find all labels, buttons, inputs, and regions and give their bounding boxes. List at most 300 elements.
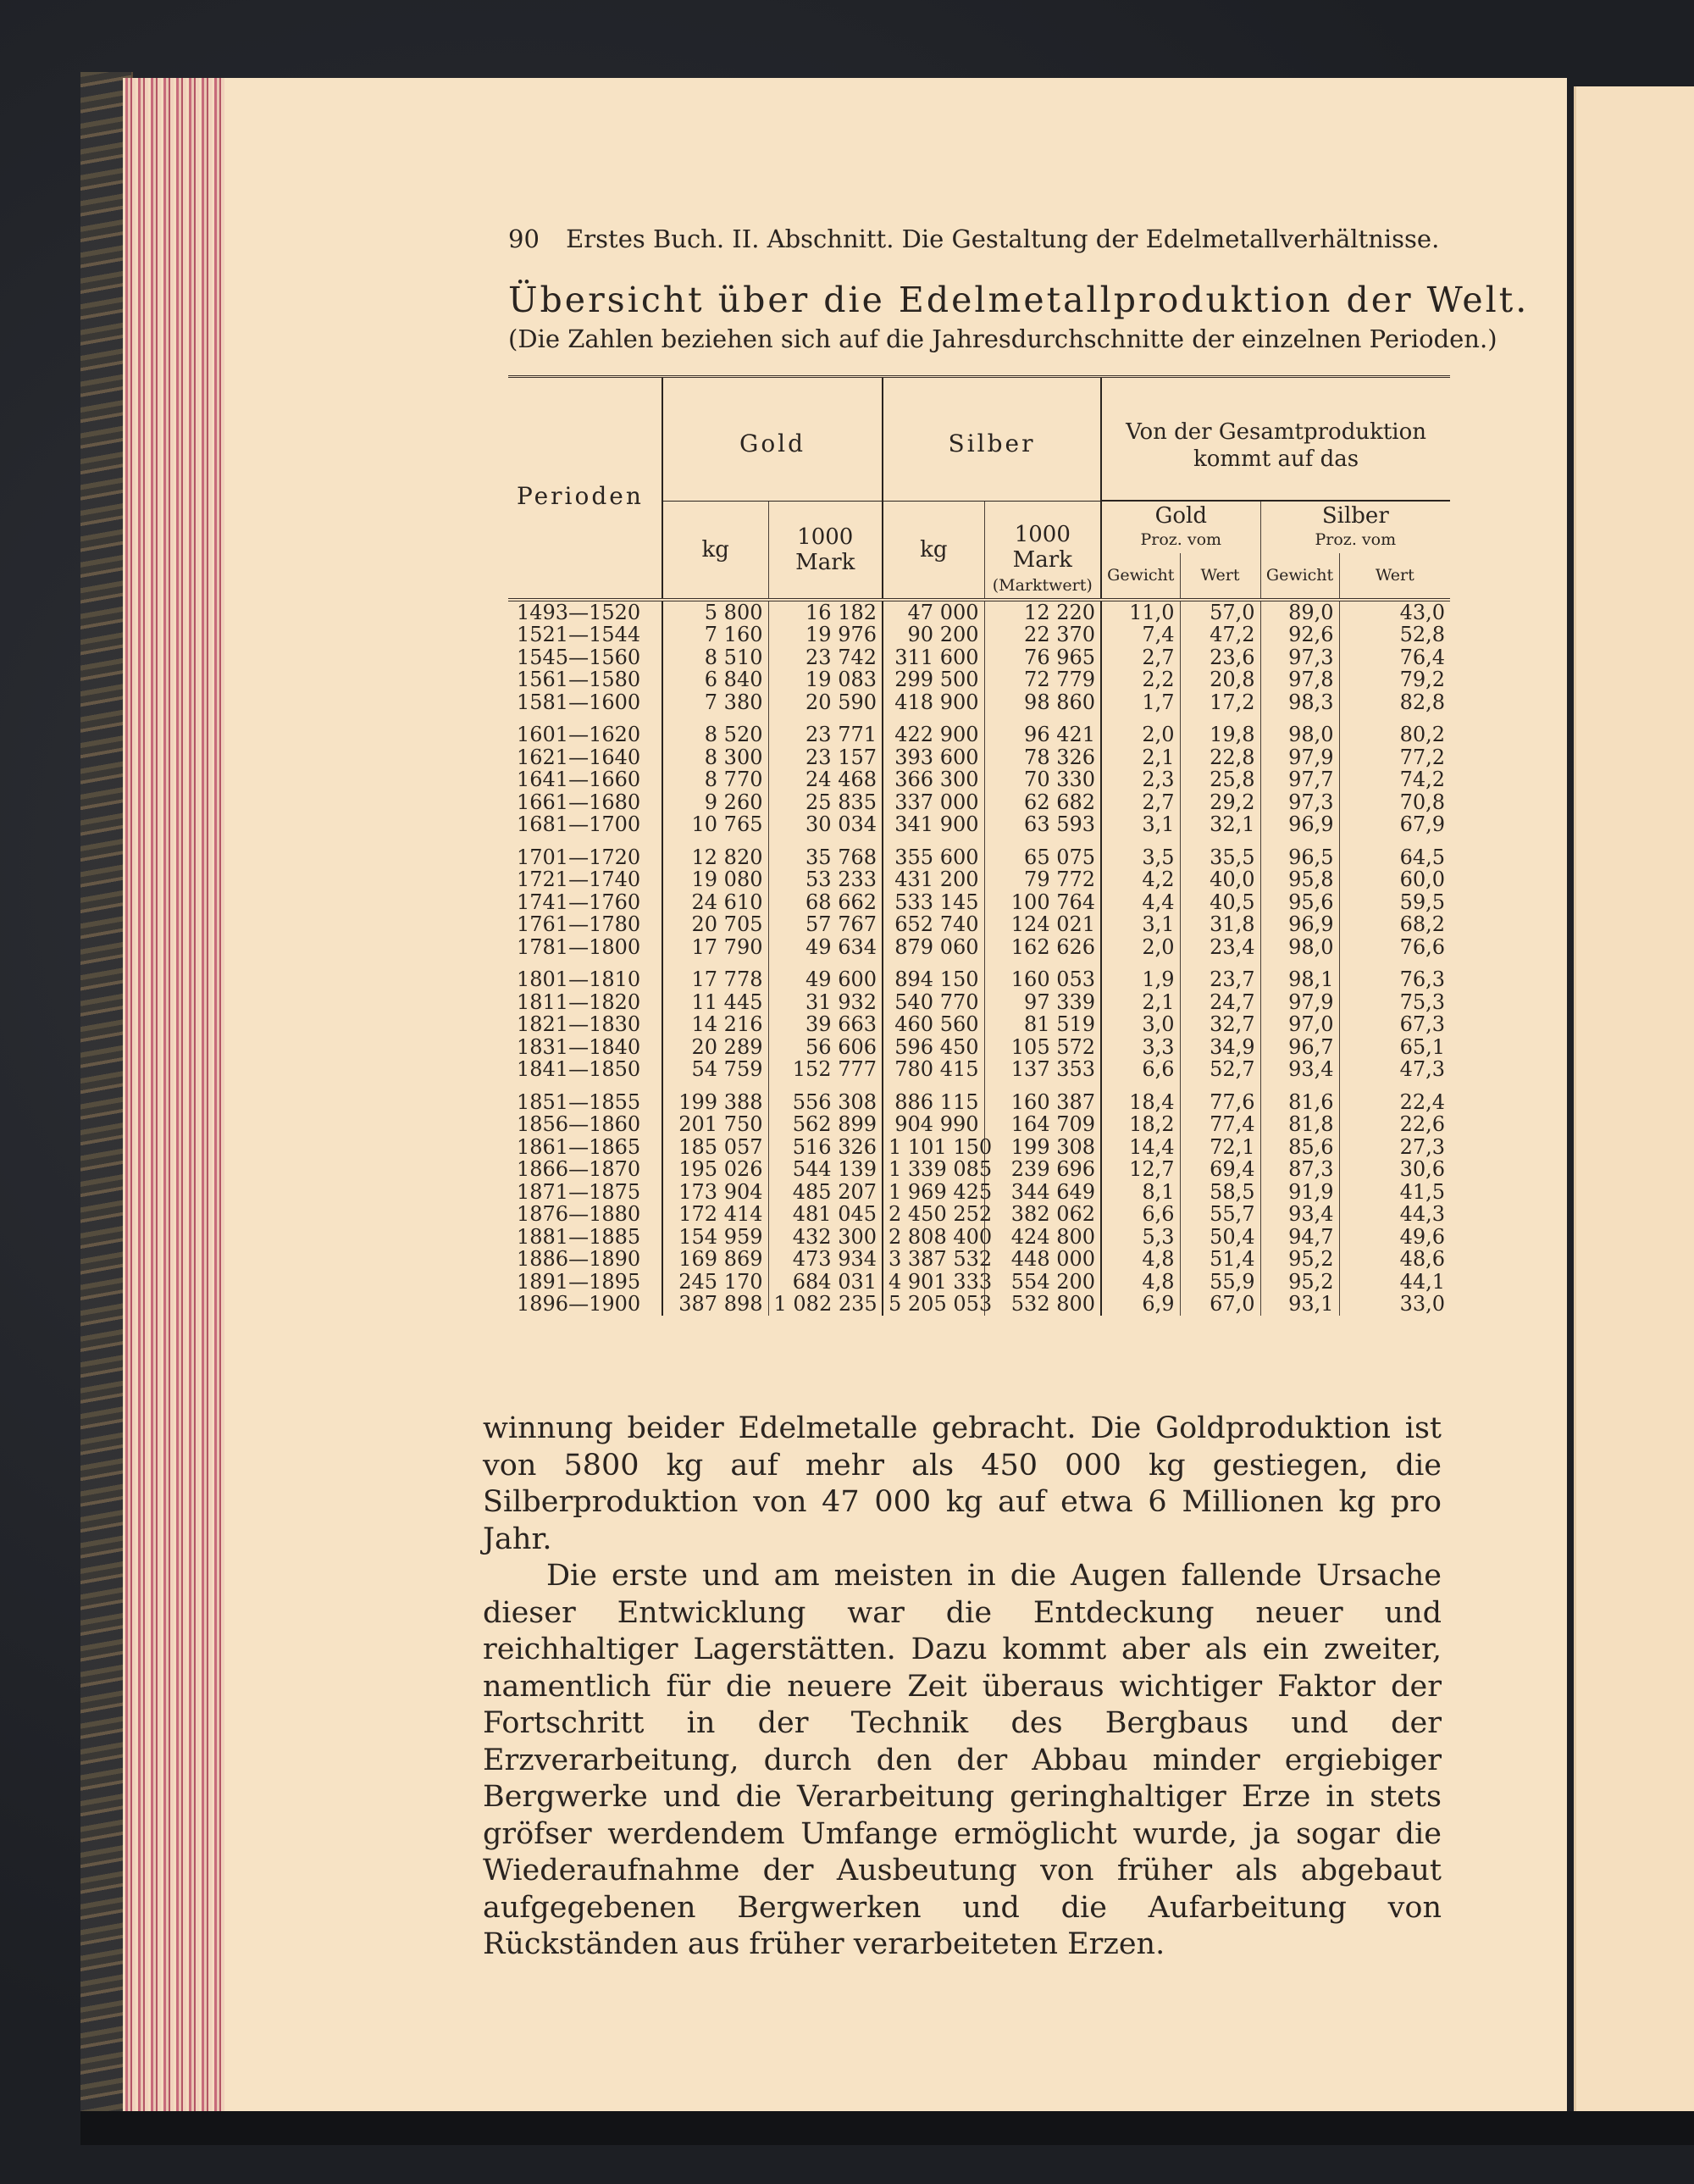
cell-silber-pct-gewicht: 97,3 [1260, 791, 1339, 814]
cell-silber-kg: 422 900 [883, 723, 984, 746]
cell-silber-kg: 894 150 [883, 968, 984, 991]
cell-silber-mark: 199 308 [984, 1136, 1101, 1159]
cell-gold-pct-gewicht: 3,5 [1101, 846, 1180, 869]
cell-gold-mark: 68 662 [768, 891, 883, 914]
header-gold-kg: kg [662, 501, 768, 600]
cell-gold-mark: 30 034 [768, 813, 883, 836]
cell-gold-pct-gewicht: 2,0 [1101, 723, 1180, 746]
cell-silber-pct-wert: 76,4 [1339, 646, 1450, 669]
cell-silber-pct-gewicht: 93,4 [1260, 1058, 1339, 1081]
cell-gold-kg: 8 520 [662, 723, 768, 746]
cell-gold-pct-gewicht: 8,1 [1101, 1181, 1180, 1204]
cell-silber-kg: 2 450 252 [883, 1203, 984, 1226]
cell-silber-pct-wert: 67,3 [1339, 1013, 1450, 1036]
body-text [483, 1411, 1442, 1964]
header-share-gold [1101, 501, 1260, 553]
cell-silber-mark: 344 649 [984, 1181, 1101, 1204]
cell-silber-pct-wert: 27,3 [1339, 1136, 1450, 1159]
table-row [508, 1036, 1450, 1059]
cell-period: 1781—1800 [517, 934, 641, 959]
cell-silber-mark: 239 696 [984, 1158, 1101, 1181]
cell-silber-pct-wert: 64,5 [1339, 846, 1450, 869]
cell-gold-pct-gewicht: 4,8 [1101, 1271, 1180, 1294]
cell-silber-mark: 76 965 [984, 646, 1101, 669]
cell-silber-kg: 341 900 [883, 813, 984, 836]
next-page-edge [1574, 86, 1694, 2111]
cell-period: 1601—1620 [517, 723, 641, 746]
header-silber-kg: kg [883, 501, 984, 600]
cell-gold-mark: 562 899 [768, 1113, 883, 1136]
cell-gold-pct-wert: 23,6 [1180, 646, 1260, 669]
cell-gold-pct-gewicht: 4,2 [1101, 868, 1180, 891]
header-silber-mark [984, 501, 1101, 600]
cell-gold-kg: 5 800 [662, 600, 768, 624]
cell-silber-mark: 78 326 [984, 746, 1101, 769]
cell-silber-kg: 533 145 [883, 891, 984, 914]
cell-gold-pct-gewicht: 18,2 [1101, 1113, 1180, 1136]
cell-silber-pct-gewicht: 96,9 [1260, 813, 1339, 836]
page-number: 90 [508, 224, 540, 253]
cell-silber-pct-wert: 22,4 [1339, 1091, 1450, 1114]
cell-silber-kg: 596 450 [883, 1036, 984, 1059]
cell-gold-kg: 9 260 [662, 791, 768, 814]
cell-silber-pct-wert: 44,1 [1339, 1271, 1450, 1294]
cell-gold-pct-wert: 22,8 [1180, 746, 1260, 769]
cell-silber-mark: 100 764 [984, 891, 1101, 914]
cell-period: 1876—1880 [517, 1202, 641, 1226]
cell-gold-pct-gewicht: 6,9 [1101, 1293, 1180, 1316]
cell-gold-kg: 8 510 [662, 646, 768, 669]
table-row [508, 1226, 1450, 1249]
cell-silber-pct-wert: 49,6 [1339, 1226, 1450, 1249]
cell-silber-pct-wert: 52,8 [1339, 624, 1450, 646]
cell-period: 1621—1640 [517, 745, 641, 769]
paragraph: winnung beider Edelmetalle gebracht. Die Goldproduktion ist von 5800 kg auf mehr als 450 000 kg gestiegen, die Silberproduktion von 47 000 kg auf etwa 6 Millionen kg pro Jahr. [483, 1411, 1442, 1556]
cell-period: 1545—1560 [517, 645, 641, 669]
cell-gold-mark: 24 468 [768, 768, 883, 791]
table-row [508, 891, 1450, 914]
table-row [508, 913, 1450, 936]
cell-period: 1741—1760 [517, 890, 641, 914]
cell-silber-pct-wert: 76,6 [1339, 936, 1450, 959]
table-row [508, 746, 1450, 769]
cell-silber-kg: 418 900 [883, 691, 984, 714]
cell-silber-pct-wert: 59,5 [1339, 891, 1450, 914]
cell-silber-pct-gewicht: 93,4 [1260, 1203, 1339, 1226]
cell-period: 1861—1865 [517, 1134, 641, 1159]
header-silber-wert: Wert [1339, 553, 1450, 599]
cell-silber-mark: 62 682 [984, 791, 1101, 814]
cell-silber-pct-gewicht: 81,6 [1260, 1091, 1339, 1114]
cell-gold-pct-gewicht: 4,4 [1101, 891, 1180, 914]
cell-gold-pct-wert: 34,9 [1180, 1036, 1260, 1059]
header-share-silber [1260, 501, 1450, 553]
cell-period: 1896—1900 [517, 1292, 641, 1316]
cell-period: 1871—1875 [517, 1179, 641, 1204]
cell-gold-pct-gewicht: 3,1 [1101, 813, 1180, 836]
header-marktwert: (Marktwert) [992, 575, 1093, 595]
cell-gold-pct-wert: 55,7 [1180, 1203, 1260, 1226]
cell-silber-pct-wert: 22,6 [1339, 1113, 1450, 1136]
cell-gold-mark: 556 308 [768, 1091, 883, 1114]
cell-silber-pct-gewicht: 96,9 [1260, 913, 1339, 936]
cell-gold-kg: 154 959 [662, 1226, 768, 1249]
cell-gold-mark: 23 771 [768, 723, 883, 746]
paragraph: Die erste und am meisten in die Augen fallende Ursache dieser Entwicklung war die Entdeckung neuer und reichhaltiger Lagerstätten. Dazu kommt aber als ein zweiter, namentlich für die neuere Zeit überaus wichtiger Faktor der Fortschritt in der Technik des Bergbaus und der Erzverarbeitung, durch den der Abbau minder ergiebiger Bergwerke und die Verarbeitung geringhaltiger Erze in stets gröfser werdendem Umfange ermöglicht wurde, ja sogar die Wiederaufnahme der Ausbeutung von früher als abgebaut aufgegebenen Bergwerken und die Aufarbeitung von Rückständen aus früher verarbeiteten Erzen. [483, 1559, 1442, 1961]
cell-period: 1881—1885 [517, 1224, 641, 1249]
cell-silber-mark: 532 800 [984, 1293, 1101, 1316]
cell-gold-kg: 173 904 [662, 1181, 768, 1204]
cell-silber-pct-gewicht: 91,9 [1260, 1181, 1339, 1204]
cell-gold-mark: 49 600 [768, 968, 883, 991]
cell-gold-pct-gewicht: 18,4 [1101, 1091, 1180, 1114]
cell-gold-mark: 25 835 [768, 791, 883, 814]
cell-silber-mark: 137 353 [984, 1058, 1101, 1081]
cell-gold-kg: 54 759 [662, 1058, 768, 1081]
cell-gold-kg: 19 080 [662, 868, 768, 891]
cell-silber-pct-gewicht: 97,7 [1260, 768, 1339, 791]
cell-silber-mark: 448 000 [984, 1248, 1101, 1271]
cell-gold-kg: 8 770 [662, 768, 768, 791]
cell-silber-pct-wert: 76,3 [1339, 968, 1450, 991]
cell-silber-mark: 70 330 [984, 768, 1101, 791]
cell-period: 1661—1680 [517, 790, 641, 814]
cell-gold-mark: 23 742 [768, 646, 883, 669]
cell-silber-pct-gewicht: 95,6 [1260, 891, 1339, 914]
cell-gold-kg: 185 057 [662, 1136, 768, 1159]
cell-gold-pct-gewicht: 2,3 [1101, 768, 1180, 791]
cell-silber-mark: 63 593 [984, 813, 1101, 836]
cell-silber-kg: 1 101 150 [883, 1136, 984, 1159]
cell-period: 1866—1870 [517, 1157, 641, 1181]
cell-gold-kg: 12 820 [662, 846, 768, 869]
cell-silber-pct-gewicht: 97,9 [1260, 746, 1339, 769]
cell-gold-mark: 56 606 [768, 1036, 883, 1059]
cell-gold-pct-wert: 77,6 [1180, 1091, 1260, 1114]
cell-silber-kg: 355 600 [883, 846, 984, 869]
cell-silber-mark: 160 053 [984, 968, 1101, 991]
cell-gold-pct-wert: 72,1 [1180, 1136, 1260, 1159]
cell-gold-pct-wert: 55,9 [1180, 1271, 1260, 1294]
cell-silber-mark: 65 075 [984, 846, 1101, 869]
cell-silber-pct-gewicht: 96,7 [1260, 1036, 1339, 1059]
running-title: Erstes Buch. II. Abschnitt. Die Gestaltung der Edelmetallverhältnisse. [566, 224, 1440, 253]
cell-gold-pct-wert: 40,5 [1180, 891, 1260, 914]
table-subtitle: (Die Zahlen beziehen sich auf die Jahresdurchschnitte der einzelnen Perioden.) [508, 324, 1497, 353]
cell-gold-mark: 20 590 [768, 691, 883, 714]
header-silber-gewicht: Gewicht [1260, 553, 1339, 599]
cell-gold-pct-gewicht: 2,0 [1101, 936, 1180, 959]
table-row [508, 1271, 1450, 1294]
cell-silber-mark: 96 421 [984, 723, 1101, 746]
cell-silber-pct-gewicht: 89,0 [1260, 600, 1339, 624]
header-periods: Perioden [517, 482, 644, 511]
cell-gold-kg: 24 610 [662, 891, 768, 914]
cell-gold-pct-wert: 32,1 [1180, 813, 1260, 836]
cell-gold-kg: 387 898 [662, 1293, 768, 1316]
cell-gold-kg: 6 840 [662, 668, 768, 691]
cell-silber-kg: 886 115 [883, 1091, 984, 1114]
cell-gold-kg: 17 778 [662, 968, 768, 991]
cell-gold-kg: 195 026 [662, 1158, 768, 1181]
cell-gold-mark: 19 083 [768, 668, 883, 691]
cell-silber-pct-wert: 43,0 [1339, 600, 1450, 624]
cell-silber-pct-gewicht: 95,2 [1260, 1271, 1339, 1294]
cell-gold-pct-wert: 25,8 [1180, 768, 1260, 791]
header-silber: Silber [883, 378, 1101, 501]
cell-period: 1851—1855 [517, 1089, 641, 1114]
cell-period: 1721—1740 [517, 868, 641, 891]
cell-gold-pct-gewicht: 4,8 [1101, 1248, 1180, 1271]
table-row [508, 868, 1450, 891]
cell-gold-kg: 11 445 [662, 991, 768, 1014]
cell-silber-kg: 393 600 [883, 746, 984, 769]
cell-gold-pct-wert: 77,4 [1180, 1113, 1260, 1136]
table-row [508, 1091, 1450, 1114]
cell-gold-pct-gewicht: 11,0 [1101, 600, 1180, 624]
cell-gold-pct-gewicht: 2,7 [1101, 646, 1180, 669]
cell-silber-kg: 780 415 [883, 1058, 984, 1081]
running-header [508, 224, 1450, 253]
cell-gold-kg: 14 216 [662, 1013, 768, 1036]
table-row [508, 1293, 1450, 1316]
cell-silber-pct-gewicht: 97,8 [1260, 668, 1339, 691]
cell-gold-mark: 1 082 235 [768, 1293, 883, 1316]
cell-silber-mark: 79 772 [984, 868, 1101, 891]
cell-silber-mark: 72 779 [984, 668, 1101, 691]
cell-silber-mark: 81 519 [984, 1013, 1101, 1036]
cell-period: 1811—1820 [517, 989, 641, 1014]
cell-silber-kg: 337 000 [883, 791, 984, 814]
table-row [508, 968, 1450, 991]
cell-silber-pct-wert: 60,0 [1339, 868, 1450, 891]
cell-gold-kg: 20 289 [662, 1036, 768, 1059]
cell-gold-mark: 31 932 [768, 991, 883, 1014]
cell-silber-kg: 652 740 [883, 913, 984, 936]
cell-gold-pct-wert: 67,0 [1180, 1293, 1260, 1316]
cell-silber-pct-gewicht: 97,0 [1260, 1013, 1339, 1036]
cell-gold-pct-gewicht: 2,2 [1101, 668, 1180, 691]
cell-gold-pct-gewicht: 12,7 [1101, 1158, 1180, 1181]
cell-silber-pct-gewicht: 95,2 [1260, 1248, 1339, 1271]
table-row [508, 691, 1450, 714]
cell-silber-mark: 124 021 [984, 913, 1101, 936]
cell-silber-mark: 382 062 [984, 1203, 1101, 1226]
cell-silber-mark: 22 370 [984, 624, 1101, 646]
cell-gold-mark: 16 182 [768, 600, 883, 624]
table-row [508, 1181, 1450, 1204]
cell-gold-pct-wert: 20,8 [1180, 668, 1260, 691]
cell-silber-mark: 554 200 [984, 1271, 1101, 1294]
cell-silber-pct-wert: 79,2 [1339, 668, 1450, 691]
cell-silber-mark: 164 709 [984, 1113, 1101, 1136]
header-silber-mark-label: 1000 Mark [1012, 521, 1072, 573]
cell-silber-pct-gewicht: 81,8 [1260, 1113, 1339, 1136]
cell-gold-kg: 10 765 [662, 813, 768, 836]
cover-bottom-edge [80, 2111, 1694, 2145]
cell-gold-kg: 199 388 [662, 1091, 768, 1114]
cell-gold-pct-gewicht: 6,6 [1101, 1058, 1180, 1081]
cell-period: 1841—1850 [517, 1057, 641, 1081]
cell-gold-mark: 485 207 [768, 1181, 883, 1204]
cell-silber-kg: 366 300 [883, 768, 984, 791]
cell-silber-pct-gewicht: 95,8 [1260, 868, 1339, 891]
red-page-edges [123, 78, 224, 2111]
header-gold-wert: Wert [1180, 553, 1260, 599]
cell-silber-mark: 424 800 [984, 1226, 1101, 1249]
cell-silber-kg: 2 808 400 [883, 1226, 984, 1249]
table-row [508, 768, 1450, 791]
cell-gold-pct-gewicht: 5,3 [1101, 1226, 1180, 1249]
cell-period: 1521—1544 [517, 623, 641, 646]
table-row [508, 1203, 1450, 1226]
table-row [508, 813, 1450, 836]
production-table [508, 375, 1450, 1316]
header-gold: Gold [662, 378, 883, 501]
cell-period: 1886—1890 [517, 1247, 641, 1271]
cell-silber-pct-wert: 33,0 [1339, 1293, 1450, 1316]
table-row [508, 1158, 1450, 1181]
cell-silber-kg: 1 969 425 [883, 1181, 984, 1204]
cell-period: 1581—1600 [517, 690, 641, 714]
cell-gold-pct-wert: 52,7 [1180, 1058, 1260, 1081]
cell-silber-kg: 47 000 [883, 600, 984, 624]
cell-gold-pct-wert: 29,2 [1180, 791, 1260, 814]
cell-period: 1641—1660 [517, 768, 641, 791]
cell-silber-pct-gewicht: 94,7 [1260, 1226, 1339, 1249]
cell-silber-pct-wert: 74,2 [1339, 768, 1450, 791]
table-row [508, 1113, 1450, 1136]
table-row [508, 1013, 1450, 1036]
cell-silber-pct-gewicht: 98,0 [1260, 936, 1339, 959]
cell-period: 1831—1840 [517, 1034, 641, 1059]
cell-silber-pct-wert: 47,3 [1339, 1058, 1450, 1081]
cell-gold-pct-gewicht: 7,4 [1101, 624, 1180, 646]
cell-gold-pct-gewicht: 6,6 [1101, 1203, 1180, 1226]
cell-silber-pct-wert: 75,3 [1339, 991, 1450, 1014]
cell-period: 1801—1810 [517, 967, 641, 991]
cell-silber-pct-wert: 48,6 [1339, 1248, 1450, 1271]
share-silber-label: Silber [1321, 502, 1389, 529]
cell-silber-pct-gewicht: 85,6 [1260, 1136, 1339, 1159]
cell-gold-kg: 20 705 [662, 913, 768, 936]
cell-silber-pct-wert: 44,3 [1339, 1203, 1450, 1226]
cell-silber-kg: 904 990 [883, 1113, 984, 1136]
header-gold-mark: 1000 Mark [768, 501, 883, 600]
cell-gold-pct-gewicht: 3,0 [1101, 1013, 1180, 1036]
cell-period: 1891—1895 [517, 1269, 641, 1294]
cell-gold-kg: 7 160 [662, 624, 768, 646]
cell-silber-pct-wert: 30,6 [1339, 1158, 1450, 1181]
table-title: Übersicht über die Edelmetallproduktion der Welt. [508, 280, 1530, 320]
cell-gold-pct-wert: 23,7 [1180, 968, 1260, 991]
cell-silber-pct-wert: 65,1 [1339, 1036, 1450, 1059]
cell-period: 1761—1780 [517, 912, 641, 936]
share-gold-proz: Proz. vom [1140, 529, 1222, 549]
cell-silber-kg: 879 060 [883, 936, 984, 959]
cell-silber-mark: 162 626 [984, 936, 1101, 959]
cell-silber-pct-gewicht: 97,3 [1260, 646, 1339, 669]
cell-period: 1561—1580 [517, 668, 641, 691]
cell-silber-kg: 540 770 [883, 991, 984, 1014]
table-row [508, 1136, 1450, 1159]
cell-gold-pct-gewicht: 3,3 [1101, 1036, 1180, 1059]
table-row [508, 1248, 1450, 1271]
cell-silber-mark: 160 387 [984, 1091, 1101, 1114]
cell-gold-mark: 57 767 [768, 913, 883, 936]
cell-gold-mark: 39 663 [768, 1013, 883, 1036]
cell-period: 1701—1720 [517, 845, 641, 869]
cell-silber-pct-wert: 80,2 [1339, 723, 1450, 746]
cell-gold-pct-wert: 35,5 [1180, 846, 1260, 869]
cell-gold-pct-wert: 19,8 [1180, 723, 1260, 746]
cell-gold-pct-gewicht: 14,4 [1101, 1136, 1180, 1159]
cell-gold-mark: 473 934 [768, 1248, 883, 1271]
cell-gold-mark: 152 777 [768, 1058, 883, 1081]
cell-gold-pct-wert: 69,4 [1180, 1158, 1260, 1181]
table-row [508, 1058, 1450, 1081]
table-row [508, 936, 1450, 959]
cell-gold-mark: 432 300 [768, 1226, 883, 1249]
cell-silber-kg: 90 200 [883, 624, 984, 646]
cell-gold-pct-wert: 32,7 [1180, 1013, 1260, 1036]
group-spacer [508, 836, 1450, 846]
cell-gold-mark: 53 233 [768, 868, 883, 891]
cell-silber-kg: 5 205 053 [883, 1293, 984, 1316]
cell-gold-pct-gewicht: 3,1 [1101, 913, 1180, 936]
cell-silber-pct-gewicht: 97,9 [1260, 991, 1339, 1014]
cell-gold-pct-gewicht: 2,1 [1101, 991, 1180, 1014]
cell-silber-kg: 311 600 [883, 646, 984, 669]
cell-silber-kg: 299 500 [883, 668, 984, 691]
header-share-group: Von der Gesamtproduktion kommt auf das [1101, 378, 1450, 501]
cell-gold-pct-gewicht: 1,9 [1101, 968, 1180, 991]
cell-gold-mark: 481 045 [768, 1203, 883, 1226]
cell-period: 1493—1520 [517, 600, 641, 624]
cell-silber-pct-wert: 77,2 [1339, 746, 1450, 769]
cell-period: 1821—1830 [517, 1012, 641, 1036]
share-silber-proz: Proz. vom [1315, 529, 1397, 549]
table-body [508, 600, 1450, 1316]
cell-gold-pct-wert: 23,4 [1180, 936, 1260, 959]
header-gold-gewicht: Gewicht [1101, 553, 1180, 599]
table-row [508, 791, 1450, 814]
cell-silber-kg: 460 560 [883, 1013, 984, 1036]
cell-gold-pct-gewicht: 1,7 [1101, 691, 1180, 714]
cell-gold-mark: 516 326 [768, 1136, 883, 1159]
table-row [508, 600, 1450, 624]
cell-silber-pct-gewicht: 98,3 [1260, 691, 1339, 714]
cell-gold-kg: 7 380 [662, 691, 768, 714]
cell-silber-mark: 105 572 [984, 1036, 1101, 1059]
cell-gold-pct-wert: 51,4 [1180, 1248, 1260, 1271]
cell-silber-pct-wert: 82,8 [1339, 691, 1450, 714]
cell-gold-mark: 35 768 [768, 846, 883, 869]
cell-silber-pct-wert: 70,8 [1339, 791, 1450, 814]
table-row [508, 723, 1450, 746]
cell-gold-pct-wert: 50,4 [1180, 1226, 1260, 1249]
table-row [508, 991, 1450, 1014]
cell-gold-kg: 172 414 [662, 1203, 768, 1226]
table-row [508, 846, 1450, 869]
table-row [508, 646, 1450, 669]
cell-gold-pct-wert: 47,2 [1180, 624, 1260, 646]
cell-gold-kg: 245 170 [662, 1271, 768, 1294]
table-header [508, 378, 1450, 600]
cell-silber-pct-gewicht: 87,3 [1260, 1158, 1339, 1181]
cell-gold-kg: 17 790 [662, 936, 768, 959]
table-row [508, 624, 1450, 646]
